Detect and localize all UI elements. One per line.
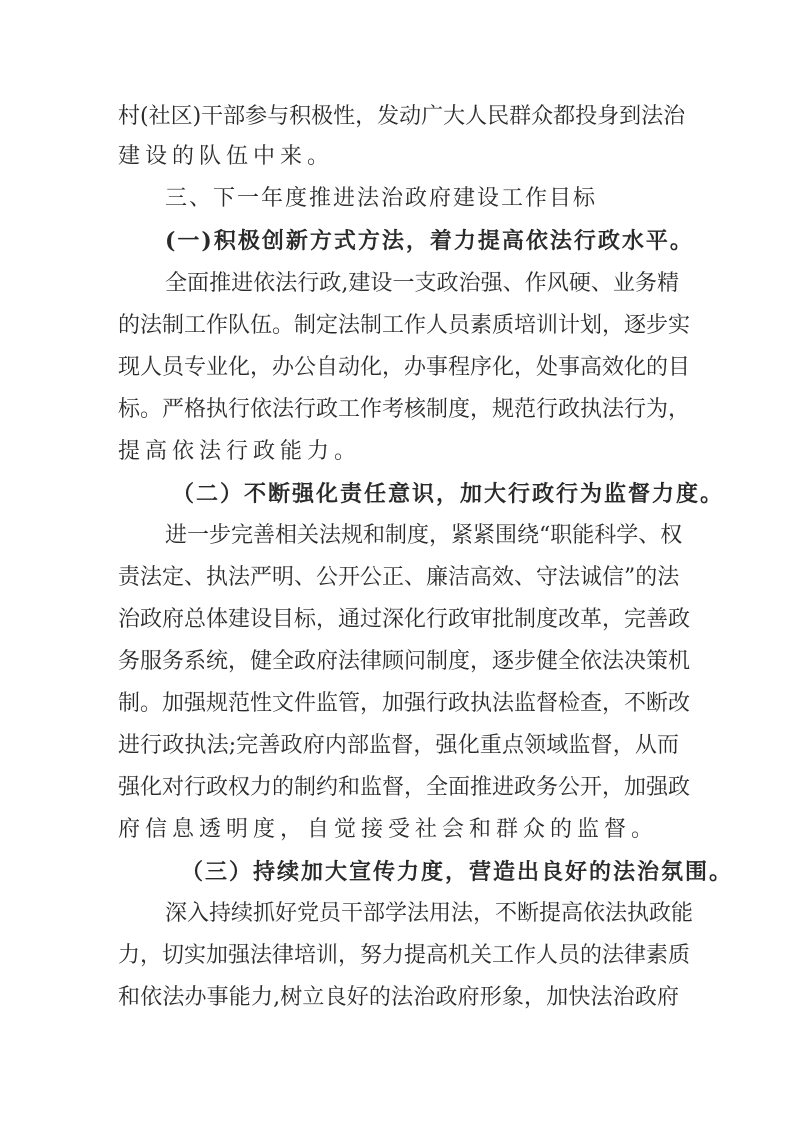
body-text-line: 建设的队伍中来。 bbox=[118, 144, 335, 169]
body-text-line: 村(社区)干部参与积极性，发动广大人民群众都投身到法治 bbox=[118, 104, 686, 129]
body-text-line: 现人员专业化，办公自动化，办事程序化，处事高效化的目 bbox=[118, 355, 691, 380]
body-text-line: 治政府总体建设目标，通过深化行政审批制度改革，完善政 bbox=[118, 607, 691, 632]
subsection-heading-2: （二）不断强化责任意识，加大行政行为监督力度。 bbox=[172, 481, 725, 507]
subsection-heading-1: (一)积极创新方式方法，着力提高依法行政水平。 bbox=[165, 228, 694, 254]
body-text-line: 全面推进依法行政,建设一支政治强、作风硬、业务精 bbox=[165, 271, 679, 296]
body-text-line: 力，切实加强法律培训，努力提高机关工作人员的法律素质 bbox=[118, 943, 691, 968]
body-text-line: 府信息透明度，自觉接受社会和群众的监督。 bbox=[118, 817, 659, 842]
body-text-line: 务服务系统，健全政府法律顾问制度，逐步健全依法决策机 bbox=[118, 649, 691, 674]
subsection-heading-3: （三）持续加大宣传力度，营造出良好的法治氛围。 bbox=[181, 859, 734, 885]
body-text-line: 进行政执法;完善政府内部监督，强化重点领域监督，从而 bbox=[118, 733, 679, 758]
body-text-line: 的法制工作队伍。制定法制工作人员素质培训计划，逐步实 bbox=[118, 313, 691, 338]
body-text-line: 强化对行政权力的制约和监督，全面推进政务公开，加强政 bbox=[118, 775, 691, 800]
section-heading: 三、下一年度推进法治政府建设工作目标 bbox=[165, 186, 598, 211]
body-text-line: 责法定、执法严明、公开公正、廉洁高效、守法诚信”的法 bbox=[118, 565, 680, 590]
body-text-line: 提高依法行政能力。 bbox=[118, 439, 362, 464]
body-text-line: 标。严格执行依法行政工作考核制度，规范行政执法行为， bbox=[118, 397, 691, 422]
body-text-line: 和依法办事能力,树立良好的法治政府形象，加快法治政府 bbox=[118, 985, 679, 1010]
body-text-line: 深入持续抓好党员干部学法用法，不断提高依法执政能 bbox=[165, 901, 694, 926]
body-text-line: 进一步完善相关法规和制度，紧紧围绕“职能科学、权 bbox=[165, 523, 683, 548]
body-text-line: 制。加强规范性文件监管，加强行政执法监督检查，不断改 bbox=[118, 691, 691, 716]
